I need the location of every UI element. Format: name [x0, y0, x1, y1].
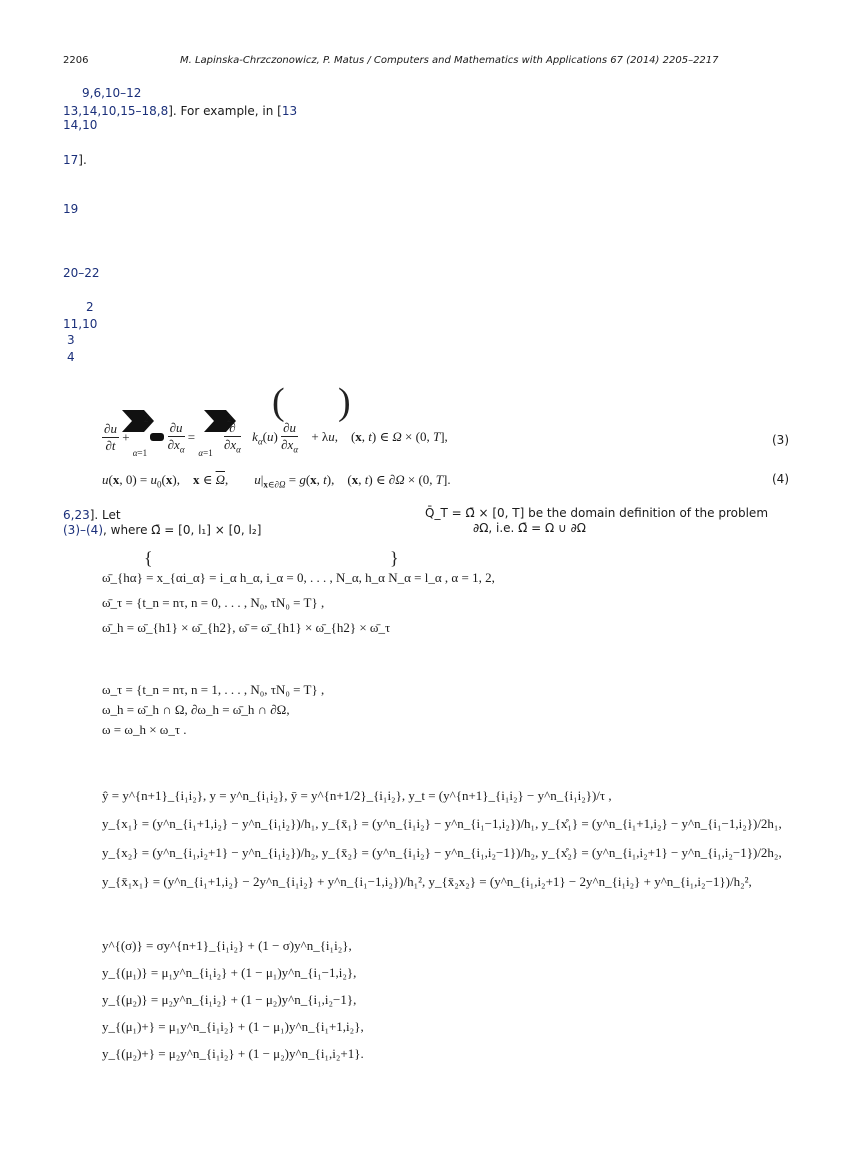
- weighted-notation-line: y_{(μ₁)} = μ₁y^n_{i₁i₂} + (1 − μ₁)y^n_{i₁−1,i₂},: [102, 965, 357, 980]
- text-line: [63, 151, 87, 169]
- body-text: ]. Let: [89, 508, 121, 522]
- body-text: ]. For example, in [: [168, 104, 282, 118]
- citation-link[interactable]: 2: [86, 300, 94, 314]
- body-text: ].: [78, 153, 87, 167]
- weighted-notation-line: y^{(σ)} = σy^{n+1}_{i₁i₂} + (1 − σ)y^n_{i₁i₂},: [102, 938, 352, 953]
- left-paren: (: [272, 381, 285, 423]
- grid-definition-line: ω_h = ω̄_h ∩ Ω, ∂ω_h = ω̄_h ∩ ∂Ω,: [102, 702, 290, 717]
- equation-3: $\frac{\partial u}{\partial t}$ + α=1 $\frac{\partial u}{\partial x_\alpha}$ = α=1 ∂ $\partial x_\alpha$ $k_\alpha(u)$ $\frac{\partial u}{\partial x_\alpha}$ + λu, (x, t) ∈ Ω × (0, T],: [104, 420, 448, 459]
- body-text: ∂Ω, i.e. Ω̄ = Ω ∪ ∂Ω: [473, 521, 586, 535]
- grid-definition-line: ω̄_{hα} = x_{αi_α} = i_α h_α, i_α = 0, . . . , N_α, h_α N_α = l_α , α = 1, 2,: [102, 570, 495, 585]
- page-number: 2206: [63, 55, 89, 66]
- sum-upper: 2: [144, 414, 149, 424]
- citation-link[interactable]: 20–22: [63, 266, 100, 280]
- text-line: [63, 521, 261, 539]
- weighted-notation-line: y_{(μ₁)+} = μ₁y^n_{i₁i₂} + (1 − μ₁)y^n_{i₁+1,i₂},: [102, 1019, 364, 1034]
- sum-upper: 2: [227, 414, 232, 424]
- citation-link[interactable]: 13,14,10,15–18,8: [63, 104, 169, 118]
- citation-link[interactable]: 4: [67, 350, 75, 364]
- equation-number: (4): [772, 472, 789, 486]
- citation-link[interactable]: 9,6,10–12: [82, 86, 142, 100]
- citation-link[interactable]: 17: [63, 153, 79, 167]
- equation-4: u(x, $0) = u_0(x)$, x ∈ $\overline{\Omega}$, $u|_{x\in\partial\Omega} = g(x$, t), (x, t) ∈ ∂Ω × (0, T].: [102, 472, 451, 490]
- running-title: M. Lapinska-Chrzczonowicz, P. Matus / Computers and Mathematics with Applications 67 (2014) 2205–2217: [180, 55, 719, 66]
- right-brace: }: [390, 548, 399, 568]
- grid-definition-line: ω_τ = {t_n = nτ, n = 1, . . . , N₀, τN₀ = T} ,: [102, 682, 325, 697]
- left-brace: {: [144, 548, 153, 568]
- difference-notation-line: y_{x̄₁x₁} = (y^n_{i₁+1,i₂} − 2y^n_{i₁i₂} + y^n_{i₁−1,i₂})/h₁², y_{x̄₂x₂} = (y^n_{i₁,i₂+1} − 2y^n_{i₁i₂} + y^n_{i₁,i₂−1})/h₂²,: [102, 874, 752, 889]
- citation-link[interactable]: 13: [281, 104, 298, 118]
- grid-definition-line: ω̄_h = ω̄_{h1} × ω̄_{h2}, ω̄ = ω̄_{h1} × ω̄_{h2} × ω̄_τ: [102, 620, 391, 635]
- citation-link[interactable]: 14,10: [63, 118, 98, 132]
- citation-link[interactable]: 19: [63, 202, 79, 216]
- body-text: , where Ω̄ = [0, l₁] × [0, l₂]: [103, 523, 262, 537]
- right-paren: ): [338, 381, 351, 423]
- weighted-notation-line: y_{(μ₂)+} = μ₂y^n_{i₁i₂} + (1 − μ₂)y^n_{i₁,i₂+1}.: [102, 1046, 364, 1061]
- difference-notation-line: y_{x₂} = (y^n_{i₁,i₂+1} − y^n_{i₁i₂})/h₂, y_{x̄₂} = (y^n_{i₁i₂} − y^n_{i₁,i₂−1})/h₂, y_{x̊₂} = (y^n_{i₁,i₂+1} − y^n_{i₁,i₂−1})/2h₂,: [102, 845, 782, 860]
- difference-notation-line: ŷ = y^{n+1}_{i₁i₂}, y = y^n_{i₁i₂}, ȳ = y^{n+1/2}_{i₁i₂}, y_t = (y^{n+1}_{i₁i₂} − y^n_{i₁i₂})/τ ,: [102, 788, 612, 803]
- grid-definition-line: ω̄_τ = {t_n = nτ, n = 0, . . . , N₀, τN₀ = T} ,: [102, 595, 325, 610]
- text-line: [63, 102, 297, 120]
- equation-number: (3): [772, 433, 789, 447]
- citation-link[interactable]: 3: [67, 333, 75, 347]
- citation-link[interactable]: 11,10: [63, 317, 98, 331]
- body-text: Q̄_T = Ω̄ × [0, T] be the domain definition of the problem: [425, 506, 769, 520]
- grid-definition-line: ω = ω_h × ω_τ .: [102, 722, 187, 737]
- citation-link[interactable]: 6,23: [63, 508, 90, 522]
- difference-notation-line: y_{x₁} = (y^n_{i₁+1,i₂} − y^n_{i₁i₂})/h₁, y_{x̄₁} = (y^n_{i₁i₂} − y^n_{i₁−1,i₂})/h₁, y_{x̊₁} = (y^n_{i₁+1,i₂} − y^n_{i₁−1,i₂})/2h₁,: [102, 816, 782, 831]
- weighted-notation-line: y_{(μ₂)} = μ₂y^n_{i₁i₂} + (1 − μ₂)y^n_{i₁,i₂−1},: [102, 992, 357, 1007]
- equation-link[interactable]: (3)–(4): [63, 523, 103, 537]
